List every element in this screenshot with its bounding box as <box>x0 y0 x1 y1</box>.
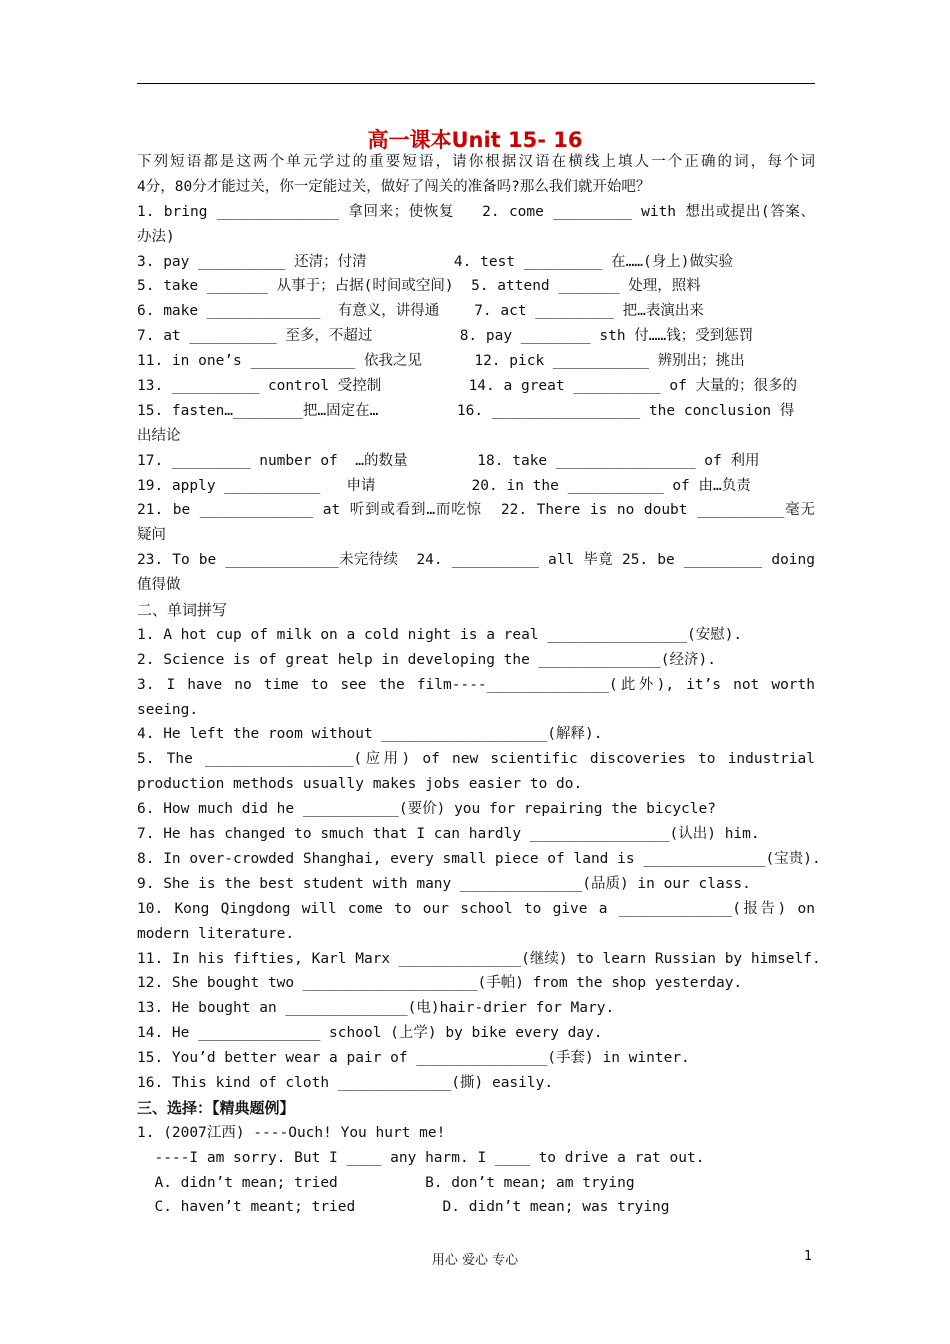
text-line: 16. This kind of cloth _____________(撕) easily. <box>137 1074 554 1091</box>
text-line: 13. __________ control 受控制 14. a great __________ of 大量的；很多的 <box>137 378 798 395</box>
text-line: 1. (2007江西) ----Ouch! You hurt me! <box>137 1124 446 1141</box>
section-heading: 三、选择：【精典题例】 <box>137 1098 295 1117</box>
section-heading: 二、单词拼写 <box>137 601 228 620</box>
text-line: 15. fasten…________把…固定在… 16. _________________ the conclusion 得 <box>137 402 795 419</box>
text-line: 10. Kong Qingdong will come to our school to give a _____________(报告) on <box>137 900 815 917</box>
text-line: 3. I have no time to see the film----______________(此外), it’s not worth <box>137 676 815 693</box>
text-line: 23. To be _____________未完待续 24. __________ all 毕竟 25. be _________ doing <box>137 552 815 569</box>
text-line: 5. take _______ 从事于；占据(时间或空间) 5. attend _______ 处理，照料 <box>137 278 701 295</box>
text-line: A. didn’t mean; tried B. don’t mean; am trying <box>137 1174 635 1191</box>
text-line: 4. He left the room without ___________________(解释). <box>137 726 603 743</box>
text-line: 11. In his fifties, Karl Marx ______________(继续) to learn Russian by himself. <box>137 950 821 967</box>
document-body <box>137 150 821 1220</box>
text-line: 14. He ______________ school (上学) by bike every day. <box>137 1025 603 1042</box>
text-line: 3. pay __________ 还清；付清 4. test _________ 在……(身上)做实验 <box>137 253 733 270</box>
text-line: 15. You’d better wear a pair of _______________(手套) in winter. <box>137 1050 690 1067</box>
text-line: 2. Science is of great help in developing the ______________(经济). <box>137 651 716 668</box>
text-line: 7. at __________ 至多，不超过 8. pay ________ sth 付……钱；受到惩罚 <box>137 328 754 345</box>
header-rule <box>137 83 815 84</box>
text-line: modern literature. <box>137 925 295 942</box>
text-line: 1. A hot cup of milk on a cold night is a real ________________(安慰). <box>137 626 743 643</box>
text-line: ----I am sorry. But I ____ any harm. I ____ to drive a rat out. <box>137 1149 705 1166</box>
text-line: 7. He has changed to smuch that I can hardly ________________(认出) him. <box>137 826 760 843</box>
text-line: 9. She is the best student with many ______________(品质) in our class. <box>137 875 751 892</box>
page-title: 高一课本Unit 15- 16 <box>367 128 583 152</box>
text-line: 1. bring ______________ 拿回来；使恢复 2. come _________ with 想出或提出(答案、 <box>137 203 815 220</box>
page-number: 1 <box>804 1249 813 1264</box>
text-line: production methods usually makes jobs easier to do. <box>137 776 583 793</box>
text-line: seeing. <box>137 701 199 718</box>
text-line: 8. In over-crowded Shanghai, every small piece of land is ______________(宝贵). <box>137 850 821 867</box>
text-line: 下列短语都是这两个单元学过的重要短语，请你根据汉语在横线上填人一个正确的词，每个词 <box>137 154 815 170</box>
text-line: 21. be _____________ at 听到或看到…而吃惊 22. There is no doubt __________毫无 <box>137 502 815 519</box>
text-line: C. haven’t meant; tried D. didn’t mean; was trying <box>137 1199 670 1216</box>
text-line: 17. _________ number of …的数量 18. take ________________ of 利用 <box>137 452 760 469</box>
text-line: 4分，80分才能过关，你一定能过关，做好了闯关的准备吗?那么我们就开始吧？ <box>137 178 651 195</box>
text-line: 办法) <box>137 228 175 245</box>
text-line: 11. in one’s ____________ 依我之见 12. pick ___________ 辨别出；挑出 <box>137 353 745 370</box>
footer-motto: 用心 爱心 专心 <box>431 1253 519 1268</box>
text-line: 值得做 <box>137 577 181 594</box>
text-line: 5. The _________________(应用) of new scientific discoveries to industrial <box>137 751 815 768</box>
text-line: 出结论 <box>137 427 181 444</box>
text-line: 13. He bought an ______________(电)hair-drier for Mary. <box>137 1000 615 1017</box>
text-line: 疑问 <box>137 527 166 544</box>
text-line: 12. She bought two ____________________(手帕) from the shop yesterday. <box>137 975 743 992</box>
text-line: 6. How much did he ___________(要价) you for repairing the bicycle? <box>137 801 716 818</box>
text-line: 6. make _____________ 有意义，讲得通 7. act _________ 把…表演出来 <box>137 303 704 320</box>
text-line: 19. apply ___________ 申请 20. in the ___________ of 由…负责 <box>137 477 751 494</box>
